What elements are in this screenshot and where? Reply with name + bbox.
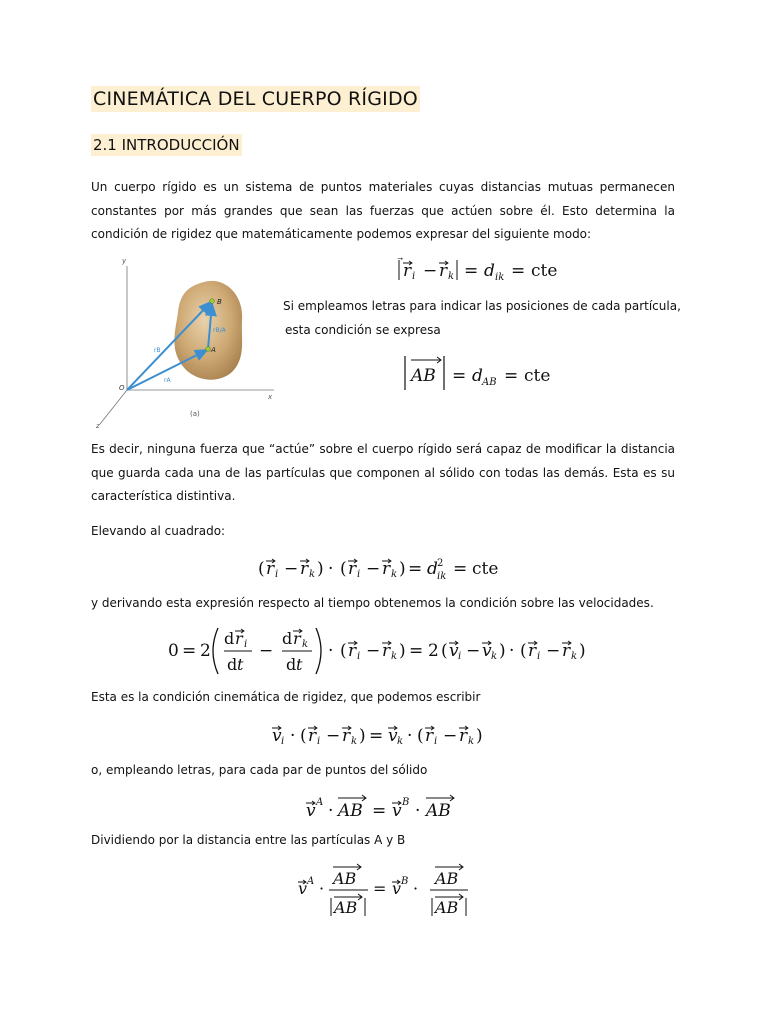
x-axis-label: x <box>268 393 273 401</box>
svg-text:r: r <box>562 641 571 661</box>
svg-text:−: − <box>326 726 341 746</box>
svg-text:): ) <box>399 641 406 661</box>
svg-text:(: ( <box>441 641 448 661</box>
svg-text:=: = <box>408 559 423 579</box>
svg-text:k: k <box>397 736 404 747</box>
z-axis <box>100 390 127 424</box>
svg-text:r: r <box>425 726 434 746</box>
svg-text:B: B <box>401 876 409 887</box>
svg-text:ik: ik <box>495 272 505 283</box>
svg-text:(: ( <box>417 726 424 746</box>
svg-text:AB: AB <box>426 801 451 821</box>
svg-text:·: · <box>319 879 325 898</box>
svg-text:=: = <box>464 261 479 281</box>
svg-text:·: · <box>328 559 334 579</box>
svg-text:d: d <box>227 655 238 674</box>
rigid-body-diagram <box>92 254 282 430</box>
svg-text:AB: AB <box>338 801 363 821</box>
page-title: CINEMÁTICA DEL CUERPO RÍGIDO <box>93 88 418 110</box>
svg-text:r: r <box>266 559 275 579</box>
vector-rb-label: rB <box>154 347 161 354</box>
section-heading: 2.1 INTRODUCCIÓN <box>93 136 240 154</box>
rigid-body-figure <box>92 254 282 430</box>
cte-text: cte <box>531 261 558 281</box>
svg-text:0: 0 <box>168 641 179 661</box>
svg-text:r: r <box>293 629 301 648</box>
distinctive-paragraph: Es decir, ninguna fuerza que “actúe” sobre el cuerpo rígido será capaz de modificar la distancia que guarda cada una de las partículas que componen al sólido con todas las demás. Esta es su característica distintiva. <box>91 442 675 503</box>
svg-text:i: i <box>537 651 541 662</box>
svg-text:2: 2 <box>437 558 444 569</box>
svg-text:): ) <box>579 641 586 661</box>
svg-text:·: · <box>328 641 334 661</box>
derivative-label: y derivando esta expresión respecto al tiempo obtenemos la condición sobre las velocidades. <box>91 596 654 610</box>
svg-text:i: i <box>412 271 416 282</box>
svg-text:=: = <box>372 801 387 821</box>
svg-text:AB: AB <box>435 898 459 917</box>
svg-text:(: ( <box>300 726 307 746</box>
equation-squared <box>256 552 516 589</box>
svg-text:AB: AB <box>435 869 459 888</box>
svg-text:A: A <box>307 876 315 887</box>
svg-text:v: v <box>449 641 459 661</box>
svg-text:2: 2 <box>200 641 211 661</box>
svg-text:v: v <box>298 879 308 898</box>
svg-text:): ) <box>476 726 483 746</box>
svg-text:AB: AB <box>333 869 357 888</box>
svg-text:=: = <box>369 726 384 746</box>
svg-text:r: r <box>382 559 391 579</box>
svg-text:v: v <box>388 726 398 746</box>
svg-text:=: = <box>453 559 468 579</box>
svg-text:r: r <box>308 726 317 746</box>
svg-text:=: = <box>504 366 519 386</box>
equation-letters-velocity <box>304 790 474 829</box>
svg-text:v: v <box>306 801 316 821</box>
svg-text:AB: AB <box>411 366 436 386</box>
svg-text:·: · <box>290 726 296 746</box>
kinematic-condition-label: Esta es la condición cinemática de rigidez, que podemos escribir <box>91 690 481 704</box>
point-a <box>206 347 211 352</box>
intro-paragraph: Un cuerpo rígido es un sistema de puntos materiales cuyas distancias mutuas permanecen constantes por más grandes que sean las fuerzas que actúen sobre él. Esto determina la condición de rigidez que matemáticamente podemos expresar del siguiente modo: <box>91 180 675 241</box>
point-a-label: A <box>211 346 216 354</box>
svg-text:k: k <box>302 639 309 650</box>
svg-text:−: − <box>546 641 561 661</box>
svg-text:k: k <box>309 569 316 580</box>
svg-text:(: ( <box>520 641 527 661</box>
svg-text:i: i <box>244 639 248 650</box>
svg-text:−: − <box>366 641 381 661</box>
svg-text:r: r <box>342 726 351 746</box>
svg-text:·: · <box>509 641 515 661</box>
figure-caption: (a) <box>190 410 200 418</box>
svg-text:r: r <box>348 641 357 661</box>
svg-text:=: = <box>373 879 387 898</box>
svg-text:v: v <box>482 641 492 661</box>
svg-text:⃗ <box>397 257 403 260</box>
svg-text:v: v <box>392 801 402 821</box>
svg-text:·: · <box>413 879 419 898</box>
svg-text:A: A <box>316 797 324 808</box>
svg-text:−: − <box>284 559 299 579</box>
svg-text:=: = <box>182 641 197 661</box>
svg-text:−: − <box>443 726 458 746</box>
svg-text:i: i <box>281 736 285 747</box>
svg-text:k: k <box>468 736 475 747</box>
svg-text:r: r <box>235 629 243 648</box>
svg-text:v: v <box>272 726 282 746</box>
equation-kinematic-rigidity <box>270 720 500 755</box>
equation-rigidity <box>396 256 586 289</box>
svg-text:−: − <box>423 261 438 281</box>
equation-unit-vector <box>296 860 476 927</box>
svg-text:=: = <box>511 261 526 281</box>
point-b <box>210 299 215 304</box>
svg-text:·: · <box>328 801 334 821</box>
equation-rigidity-letters <box>402 352 572 397</box>
svg-text:): ) <box>399 559 406 579</box>
svg-text:k: k <box>391 651 398 662</box>
letters-paragraph-line2: esta condición se expresa <box>285 323 441 337</box>
svg-text:r: r <box>459 726 468 746</box>
svg-text:d: d <box>282 629 293 648</box>
svg-text:2: 2 <box>428 641 439 661</box>
equation-velocity-derivative <box>166 622 606 685</box>
z-axis-label: z <box>96 422 100 430</box>
squaring-label: Elevando al cuadrado: <box>91 524 226 538</box>
svg-text:t: t <box>296 655 303 674</box>
svg-text:d: d <box>472 366 483 386</box>
svg-text:d: d <box>427 559 438 579</box>
letters-paragraph-line1: Si empleamos letras para indicar las posiciones de cada partícula, <box>283 299 681 313</box>
svg-text:k: k <box>351 736 358 747</box>
svg-text:v: v <box>392 879 402 898</box>
svg-text:i: i <box>434 736 438 747</box>
svg-text:): ) <box>499 641 506 661</box>
svg-text:r: r <box>382 641 391 661</box>
svg-text:·: · <box>415 801 421 821</box>
cte-text: cte <box>472 559 499 579</box>
svg-text:B: B <box>402 797 410 808</box>
svg-text:i: i <box>357 569 361 580</box>
svg-text:r: r <box>403 261 412 281</box>
svg-text:t: t <box>237 655 244 674</box>
svg-text:AB: AB <box>334 898 358 917</box>
svg-text:−: − <box>366 559 381 579</box>
origin-label: O <box>119 384 125 392</box>
svg-text:d: d <box>224 629 235 648</box>
svg-text:): ) <box>317 559 324 579</box>
point-b-label: B <box>217 298 222 306</box>
svg-text:=: = <box>409 641 424 661</box>
svg-text:i: i <box>275 569 279 580</box>
vector-rba-label: rB/A <box>213 327 226 334</box>
svg-text:·: · <box>407 726 413 746</box>
svg-text:i: i <box>317 736 321 747</box>
svg-text:k: k <box>571 651 578 662</box>
svg-text:(: ( <box>258 559 265 579</box>
svg-text:k: k <box>491 651 498 662</box>
svg-text:AB: AB <box>482 377 497 388</box>
svg-text:i: i <box>458 651 462 662</box>
svg-text:r: r <box>300 559 309 579</box>
divide-label: Dividiendo por la distancia entre las partículas A y B <box>91 833 406 847</box>
cte-text: cte <box>524 366 551 386</box>
svg-text:r: r <box>528 641 537 661</box>
svg-text:): ) <box>359 726 366 746</box>
svg-text:(: ( <box>340 641 347 661</box>
svg-text:k: k <box>391 569 398 580</box>
vector-ra-label: rA <box>164 377 171 384</box>
svg-text:=: = <box>452 366 467 386</box>
svg-text:−: − <box>259 641 274 661</box>
svg-text:i: i <box>357 651 361 662</box>
svg-text:r: r <box>439 261 448 281</box>
svg-text:ik: ik <box>437 571 447 582</box>
svg-text:d: d <box>484 261 495 281</box>
svg-text:r: r <box>348 559 357 579</box>
svg-text:−: − <box>466 641 481 661</box>
svg-text:k: k <box>448 271 455 282</box>
y-axis-label: y <box>122 257 127 265</box>
svg-text:d: d <box>286 655 297 674</box>
svg-text:(: ( <box>340 559 347 579</box>
letters-pair-label: o, empleando letras, para cada par de puntos del sólido <box>91 763 428 777</box>
